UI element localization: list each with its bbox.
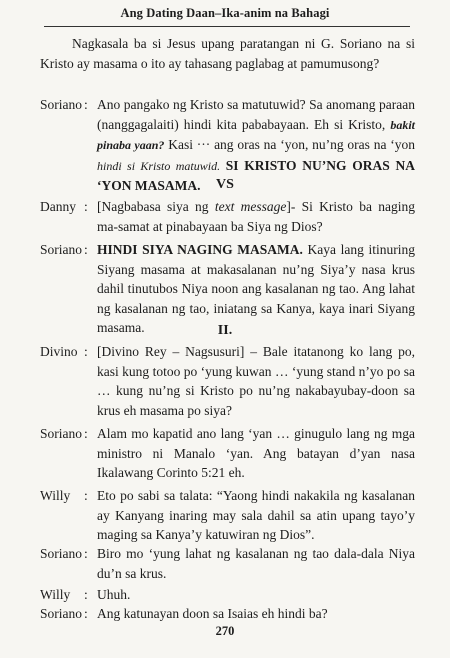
speaker-colon: :: [84, 426, 88, 441]
speaker-colon: :: [84, 587, 88, 602]
speaker-willy: Willy: [40, 488, 71, 503]
speaker-soriano: Soriano: [40, 546, 82, 561]
section-heading-ii: II.: [217, 323, 233, 338]
dialogue-willy-1: Eto po sabi sa talata: “Yaong hindi nakakila ng kasalanan ay Kanyang inaring may sala dahil sa atin upang tayo’y maging sa Kanya’y katuwiran ng Dios”.: [97, 488, 415, 542]
speaker-colon: :: [84, 344, 88, 359]
section-heading-vs: VS: [216, 177, 234, 192]
speech-text: ]- Si Kristo ba naging ma-samat at pinabayaan ba Siya ng Dios?: [97, 199, 415, 234]
speaker-soriano: Soriano: [40, 97, 82, 112]
speaker-divino: Divino: [40, 344, 78, 359]
speaker-soriano: Soriano: [40, 242, 82, 257]
speaker-colon: :: [84, 199, 88, 214]
dialogue-soriano-4: Biro mo ‘yung lahat ng kasalanan ng tao dala-dala Niya du’n sa krus.: [97, 546, 415, 581]
speech-emphasis: hindi si Kristo matuwid.: [97, 158, 221, 173]
speaker-colon: :: [84, 606, 88, 621]
speech-bold: SI KRISTO NU’NG ORAS NA ‘YON MASAMA.: [97, 157, 415, 193]
dialogue-soriano-3: Alam mo kapatid ano lang ‘yan … ginugulo lang ng mga ministro ni Manalo ‘yan. Ang batayan d’yan nasa Ikalawang Corinto 5:21 eh.: [97, 426, 415, 480]
dialogue-soriano-5: Ang katunayan doon sa Isaias eh hindi ba?: [97, 606, 328, 621]
dialogue-danny: [97, 197, 415, 236]
speech-text: [Nagbabasa siya ng: [97, 199, 215, 214]
page-number: 270: [215, 624, 235, 638]
speech-emphasis: bakit pinaba yaan?: [97, 117, 415, 152]
dialogue-willy-2: Uhuh.: [97, 587, 131, 602]
speaker-colon: :: [84, 242, 88, 257]
speech-text: Kasi ··· ang oras na ‘yon, nu’ng oras na ‘yon: [164, 137, 415, 152]
speaker-colon: :: [84, 97, 88, 112]
speaker-danny: Danny: [40, 199, 76, 214]
speaker-colon: :: [84, 488, 88, 503]
speaker-soriano: Soriano: [40, 606, 82, 621]
speech-text: Ano pangako ng Kristo sa matutuwid? Sa anomang paraan (nanggagalaiti) hindi kita pababayaan. Eh si Kristo,: [97, 97, 415, 132]
dialogue-divino: [Divino Rey – Nagsusuri] – Bale itatanong ko lang po, kasi kung totoo po ‘yung kuwan … ‘yung stand n’yo po sa … kung nu’ng si Kristo po nu’ng nakabayubay-doon sa krus eh masama po siya?: [97, 344, 415, 418]
speech-text: Kaya lang itinuring Siyang masama at makasalanan nu’ng Siya’y nasa krus dahil tinutubos Niya noon ang kasalanan ng tao. Ang lahat ng kasalanan ng tao, iniatang sa Kanya, kaya inari Siyang masama.: [97, 242, 415, 335]
intro-paragraph: Nagkasala ba si Jesus upang paratangan ni G. Soriano na si Kristo ay masama o ito ay tahasang paglabag at pamumusong?: [40, 36, 415, 71]
speaker-colon: :: [84, 546, 88, 561]
speech-bold: HINDI SIYA NAGING MASAMA.: [97, 242, 303, 257]
speech-emphasis: text message: [214, 199, 287, 214]
speaker-soriano: Soriano: [40, 426, 82, 441]
running-header: Ang Dating Daan–Ika-anim na Bahagi: [120, 6, 330, 20]
header-rule: [44, 26, 410, 27]
speaker-willy: Willy: [40, 587, 71, 602]
